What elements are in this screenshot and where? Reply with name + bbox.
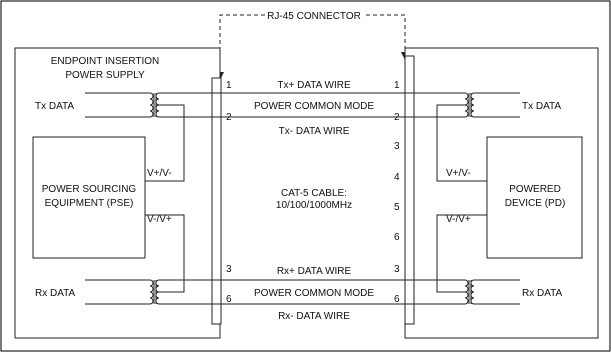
endpoint-title-line1: ENDPOINT INSERTION: [50, 56, 160, 67]
left-pin-3: 3: [226, 264, 232, 275]
right-rx-data-label: Rx DATA: [522, 288, 563, 299]
left-pin-6: 6: [226, 294, 232, 305]
left-tx-data-label: Tx DATA: [35, 101, 75, 112]
right-connector-post: [405, 56, 414, 324]
pse-vminus-label: V-/V+: [147, 214, 172, 225]
pse-label-line2: EQUIPMENT (PSE): [44, 198, 134, 209]
right-pin-1: 1: [394, 80, 400, 91]
pse-vplus-label: V+/V-: [147, 168, 172, 179]
pd-vminus-label: V-/V+: [446, 214, 471, 225]
left-pin-1: 1: [226, 80, 232, 91]
left-pin-2: 2: [226, 112, 232, 123]
common-mode-bottom-label: POWER COMMON MODE: [254, 288, 374, 299]
cable-label-line1: CAT-5 CABLE:: [281, 188, 347, 199]
right-pin-2: 2: [394, 112, 400, 123]
rx-plus-label: Rx+ DATA WIRE: [276, 266, 352, 277]
pse-label-line1: POWER SOURCING: [41, 184, 137, 195]
right-tx-data-label: Tx DATA: [522, 101, 562, 112]
endpoint-title-line2: POWER SUPPLY: [65, 70, 145, 81]
right-pin-6: 6: [394, 294, 400, 305]
right-pin-6-unused: 6: [394, 232, 400, 243]
tx-plus-label: Tx+ DATA WIRE: [277, 80, 351, 91]
right-pin-3-unused: 3: [394, 141, 400, 152]
tx-minus-label: Tx- DATA WIRE: [278, 126, 350, 137]
pd-vplus-label: V+/V-: [446, 168, 471, 179]
pd-label-line1: POWERED: [509, 184, 561, 195]
right-pin-4: 4: [394, 172, 400, 183]
connector-label: RJ-45 CONNECTOR: [267, 11, 361, 22]
connector-bracket: [220, 15, 405, 72]
rx-minus-label: Rx- DATA WIRE: [278, 311, 350, 322]
cable-label-line2: 10/100/1000MHz: [275, 200, 353, 211]
right-pin-3: 3: [394, 264, 400, 275]
left-connector-post: [212, 78, 221, 324]
left-rx-data-label: Rx DATA: [35, 288, 76, 299]
common-mode-top-label: POWER COMMON MODE: [254, 101, 374, 112]
right-pin-5: 5: [394, 202, 400, 213]
pd-label-line2: DEVICE (PD): [504, 198, 566, 209]
